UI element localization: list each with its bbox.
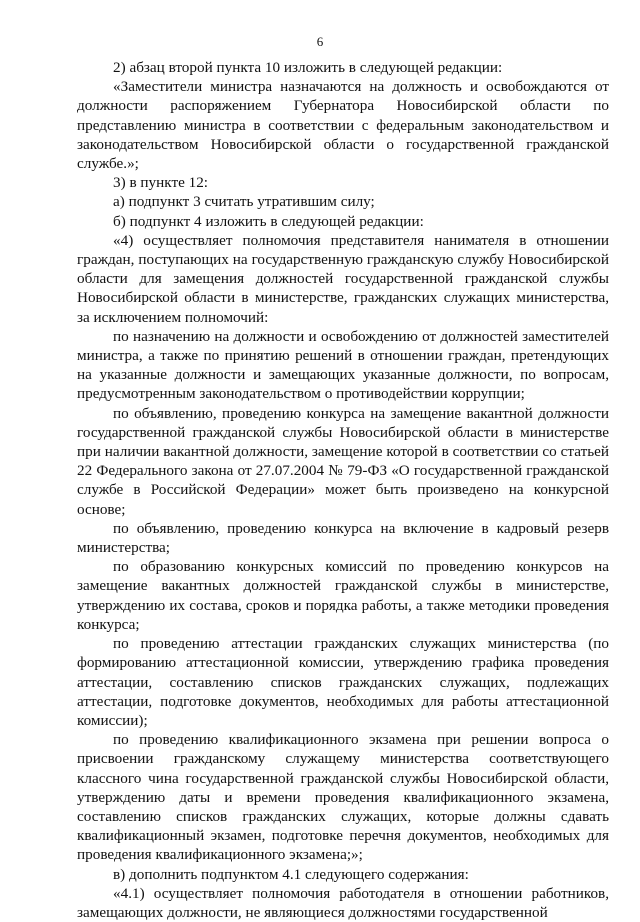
paragraph: б) подпункт 4 изложить в следующей редакции:: [113, 212, 424, 230]
paragraph: по объявлению, проведению конкурса на включение в кадровый резерв министерства;: [77, 519, 609, 557]
paragraph: в) дополнить подпунктом 4.1 следующего содержания:: [113, 865, 469, 883]
paragraph: по проведению аттестации гражданских служащих министерства (по формированию аттестационной комиссии, утверждению графика проведения аттестации, составлению списков гражданских служащих, подлежащих аттестации, подготовке документов, необходимых для работы аттестационной комиссии);: [77, 635, 609, 729]
paragraph: по проведению квалификационного экзамена при решении вопроса о присвоении гражданскому служащему министерства соответствующего классного чина государственной гражданской службы Новосибирской области, утверждению даты и времени проведения квалификационного экзамена, составлению списков гражданских служащих, которые должны сдавать квалификационный экзамен, подготовке перечня документов, необходимых для проведения квалификационного экзамена;»;: [77, 731, 609, 864]
paragraph: «4) осуществляет полномочия представителя нанимателя в отношении граждан, поступающих на государственную гражданскую службу Новосибирской области для замещения должностей государственной гражданской службы Новосибирской области в министерстве, гражданских служащих министерства, за исключением полномочий:: [77, 231, 609, 326]
paragraph: а) подпункт 3 считать утратившим силу;: [113, 193, 375, 211]
document-body: [77, 58, 609, 922]
paragraph: по назначению на должности и освобождению от должностей заместителей министра, а также по принятию решений в отношении граждан, претендующих на указанные должности и замещающих указанные должности, по вопросам, предусмотренным законодательством о противодействии коррупции;: [77, 327, 609, 403]
paragraph: «Заместители министра назначаются на должность и освобождаются от должности распоряжением Губернатора Новосибирской области по представлению министра в соответствии с федеральным законодательством и законодательством Новосибирской области о государственной гражданской службе.»;: [77, 78, 609, 173]
page-number: 6: [316, 34, 324, 49]
paragraph: по объявлению, проведению конкурса на замещение вакантной должности государственной гражданской службы Новосибирской области в министерстве при наличии вакантной должности, замещение которой в соответствии со статьей 22 Федерального закона от 27.07.2004 № 79-ФЗ «О государственной гражданской службе в Российской Федерации» может быть произведено на конкурсной основе;: [77, 404, 609, 518]
paragraph: 3) в пункте 12:: [113, 174, 209, 192]
paragraph: 2) абзац второй пункта 10 изложить в следующей редакции:: [113, 59, 503, 76]
paragraph: по образованию конкурсных комиссий по проведению конкурсов на замещение вакантных должностей гражданской службы в министерстве, утверждению их состава, сроков и порядка работы, а также методики проведения конкурса;: [77, 558, 609, 633]
paragraph: «4.1) осуществляет полномочия работодателя в отношении работников, замещающих должности, не являющиеся должностями государственной: [77, 884, 609, 921]
